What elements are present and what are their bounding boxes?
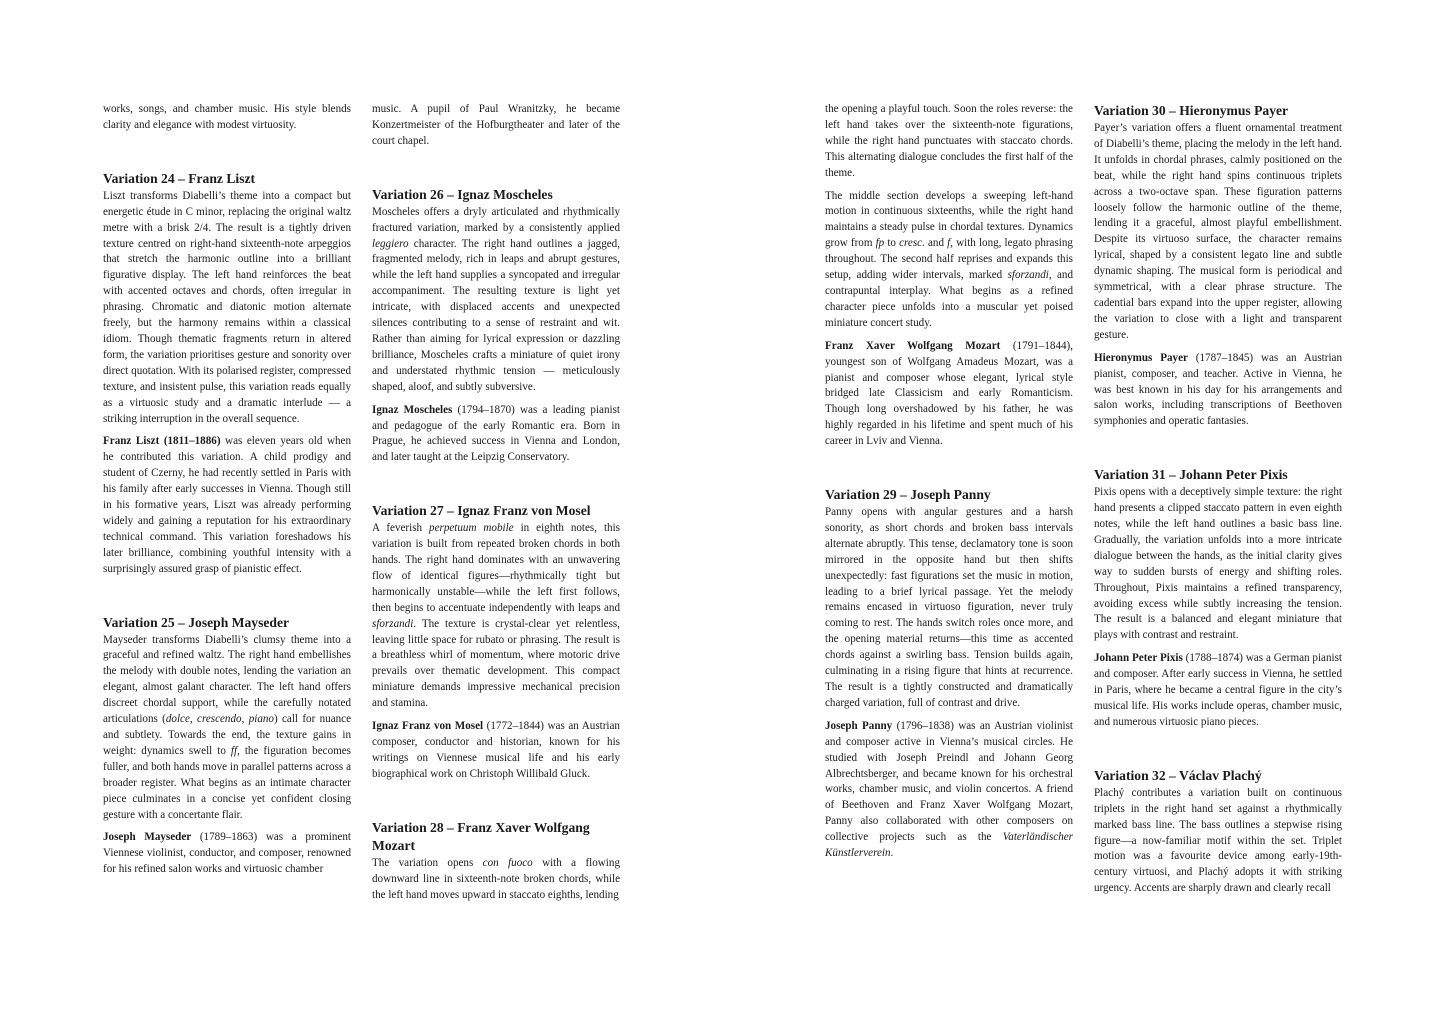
text-column-3 xyxy=(825,102,1073,869)
composer-name: Johann Peter Pixis xyxy=(1094,652,1183,665)
composer-name: Ignaz Moscheles xyxy=(372,403,453,416)
italic-term: Vaterländischer Künstlerverein xyxy=(825,831,1073,860)
variation-28-middle-section xyxy=(825,189,1073,332)
biography-text: (1787–1845) was an Austrian pianist, composer, and teacher. Active in Vienna, he was best known in his day for his arrangements and salon works, including transcriptions of Beethoven symphonies and operatic fantasies. xyxy=(1094,351,1342,428)
biography-text: (1794–1870) was a leading pianist and pedagogue of the early Romantic era. Born in Prague, he achieved success in Vienna and London, and later taught at the Leipzig Conservatory. xyxy=(372,403,620,464)
text-run: Mayseder transforms Diabelli’s clumsy theme into a graceful and refined waltz. The right hand embellishes the melody with double notes, lending the variation an elegant, almost galant character. The left hand offers discreet chordal support, while the carefully notated articulations ( xyxy=(103,633,351,726)
variation-30-section xyxy=(1094,102,1342,430)
variation-26-heading: Variation 26 – Ignaz Moscheles xyxy=(372,186,553,202)
text-run: ) call for nuance and subtlety. Towards the end, the texture gains in weight: dynamics swell to xyxy=(103,713,352,757)
variation-24-heading: Variation 24 – Franz Liszt xyxy=(103,170,256,186)
biography-text: (1788–1874) was a German pianist and composer. After early success in Vienna, he settled in Paris, where he became a central figure in the city’s musical life. His works include operas, chamber music, and numerous virtuosic piano pieces. xyxy=(1094,652,1343,728)
variation-29-heading: Variation 29 – Joseph Panny xyxy=(825,487,991,503)
continued-paragraph: music. A pupil of Paul Wranitzky, he became Konzertmeister of the Hofburgtheater and later of the court chapel. xyxy=(372,103,620,147)
italic-term: dolce xyxy=(165,713,190,726)
composer-name: Joseph Mayseder xyxy=(103,831,192,844)
italic-term: crescendo xyxy=(197,713,242,726)
variation-31-biography xyxy=(1094,651,1342,731)
variation-27-section xyxy=(372,502,620,783)
text-run: , and contrapuntal interplay. What begins as a refined character piece unfolds into a muscular yet poised miniature concert study. xyxy=(825,269,1073,329)
variation-32-heading: Variation 32 – Václav Plachý xyxy=(1094,767,1262,783)
text-run: . The texture is crystal-clear yet relentless, leaving little space for rubato or phrasing. The result is a breathless whirl of momentum, where motoric drive prevails over thematic development. This compact miniature demands impressive mechanical precision and stamina. xyxy=(372,617,620,710)
text-column-1 xyxy=(103,102,351,885)
text-run: in eighth notes, this variation is built from repeated broken chords in both hands. The right hand dominates with an unwavering flow of identical figures—rhythmically tight but harmonically unstable—while the left first follows, then begins to accentuate independently with leaps and xyxy=(372,522,620,614)
biography-text: (1796–1838) was an Austrian violinist and composer active in Vienna’s musical circles. He studied with Joseph Preindl and Johann Georg Albrechtsberger, and became known for his orchestral works, chamber music, and violin concertos. A friend of Beethoven and Franz Xaver Wolfgang Mozart, Panny also collaborated with other composers on collective projects such as the xyxy=(825,719,1073,844)
variation-28-biography xyxy=(825,339,1073,450)
italic-term: perpetuum mobile xyxy=(429,522,514,535)
composer-name: Ignaz Franz von Mosel xyxy=(372,720,484,733)
variation-25-description xyxy=(103,633,351,824)
text-run: A feverish xyxy=(372,522,430,535)
text-run: . xyxy=(890,847,894,860)
variation-30-biography xyxy=(1094,351,1342,431)
italic-term: leggiero xyxy=(372,237,409,250)
variation-30-description: Payer’s variation offers a fluent ornamental treatment of Diabelli’s theme, placing the melody in the left hand. It unfolds in chordal phrases, calmly positioned on the beat, while the right hand spins continuous triplets across a two-octave span. These figuration patterns loosely follow the harmonic outline of the theme, lending it a graceful, almost playful embellishment. Despite its virtuoso surface, the character remains lyrical, shaped by a consistent legato line and subtle dynamic shaping. The musical form is periodical and symmetrical, with a clear phrase structure. The cadential bars expand into the upper register, allowing the variation to close with a light and transparent gesture. xyxy=(1094,122,1343,341)
variation-26-section xyxy=(372,186,620,467)
biography-text: (1791–1844), youngest son of Wolfgang Amadeus Mozart, was a pianist and composer whose elegant, lyrical style bridged late Classicism and early Romanticism. Though long overshadowed by his father, he was highly regarded in his lifetime and spent much of his career in Lviv and Vienna. xyxy=(825,339,1074,448)
variation-31-heading: Variation 31 – Johann Peter Pixis xyxy=(1094,467,1288,483)
text-run: , the figuration becomes fuller, and both hands move in parallel patterns across a broader register. What begins as an intimate character piece culminates in a concise yet confident closing gesture with a concertante flair. xyxy=(103,744,351,821)
text-run: The middle section develops a sweeping left-hand motion in continuous sixteenths, while the right hand maintains a steady pulse in chordal textures. Dynamics grow from xyxy=(825,189,1073,250)
variation-25-heading: Variation 25 – Joseph Mayseder xyxy=(103,614,290,630)
text-column-2 xyxy=(372,102,620,910)
variation-27-biography xyxy=(372,719,620,783)
italic-term: sforzandi xyxy=(1007,269,1049,282)
variation-32-section xyxy=(1094,767,1342,897)
variation-31-description: Pixis opens with a deceptively simple texture: the right hand presents a clipped staccato pattern in even eighth notes, while the left hand outlines a basic bass line. Gradually, the variation unfolds into a more intricate dialogue between the hands, as the initial clarity gives way to sudden bursts of energy and shifting roles. Throughout, Pixis maintains a refined transparency, avoiding excess while subtly increasing the tension. The result is a balanced and elegant miniature that plays with contrast and restraint. xyxy=(1094,486,1342,642)
composer-name: Hieronymus Payer xyxy=(1094,351,1188,364)
italic-term: ff xyxy=(230,744,238,757)
continued-paragraph: works, songs, and chamber music. His style blends clarity and elegance with modest virtuosity. xyxy=(103,103,351,131)
variation-24-biography xyxy=(103,434,351,577)
italic-term: fp xyxy=(875,237,885,250)
variation-29-description: Panny opens with angular gestures and a harsh sonority, as short chords and broken bass intervals alternate abruptly. This tense, declamatory tone is soon mirrored in the opposite hand but then shifts unexpectedly: fast figurations set the music in motion, leading to a brief lyrical passage. Yet the melody remains encased in virtuoso figuration, never truly coming to rest. The hands switch roles once more, and the opening material returns—this time as accented chords against a swirling bass. Tension builds again, culminating in a rising figure that hints at recurrence. The result is a tightly constructed and dramatically charged variation, full of contrast and drive. xyxy=(825,506,1073,709)
italic-term: cresc. xyxy=(899,237,925,250)
composer-name: Joseph Panny xyxy=(825,719,893,732)
text-run: , with long, legato phrasing throughout. The second half reprises and expands this setup, adding wider intervals, marked xyxy=(825,237,1073,282)
variation-28-heading: Variation 28 – Franz Xaver Wolfgang Mozart xyxy=(372,819,590,853)
italic-term: con fuoco xyxy=(482,856,533,869)
variation-26-description xyxy=(372,205,620,396)
text-column-4 xyxy=(1094,102,1342,904)
text-run: , xyxy=(189,713,198,726)
variation-28-section xyxy=(372,819,620,904)
variation-24-section xyxy=(103,170,351,578)
continued-paragraph: the opening a playful touch. Soon the roles reverse: the left hand takes over the sixteenth-note figurations, while the right hand punctuates with staccato chords. This alternating dialogue concludes the first half of the theme. xyxy=(825,103,1073,179)
text-run: and xyxy=(924,237,948,250)
variation-31-section xyxy=(1094,466,1342,731)
composer-name: Franz Liszt (1811–1886) xyxy=(103,435,221,448)
italic-term: piano xyxy=(248,713,274,726)
variation-28-description xyxy=(372,856,620,904)
text-run: , xyxy=(241,713,249,726)
variation-32-description: Plachý contributes a variation built on continuous triplets in the right hand set against a rhythmically marked bass line. The bass outlines a stepwise rising figure—a now-familiar motif within the set. Triplet motion was a favourite device among early-19th-century virtuosi, and Plachý adopts it with striking urgency. Accents are sharply drawn and clearly recall xyxy=(1094,786,1342,895)
variation-25-section xyxy=(103,614,351,879)
biography-text: was eleven years old when he contributed this variation. A child prodigy and student of Czerny, he had recently settled in Paris with his family after early successes in Vienna. Though still in his formative years, Liszt was already performing widely and gaining a reputation for his extraordinary technical command. This variation foreshadows his later brilliance, combining youthful intensity with a surprisingly assured grasp of pianistic effect. xyxy=(103,435,351,575)
variation-27-heading: Variation 27 – Ignaz Franz von Mosel xyxy=(372,503,591,519)
composer-name: Franz Xaver Wolfgang Mozart xyxy=(825,339,1001,352)
variation-25-biography xyxy=(103,830,351,878)
biography-text: (1772–1844) was an Austrian composer, conductor and historian, known for his writings on Viennese musical life and his early biographical work on Christoph Willibald Gluck. xyxy=(372,720,620,780)
variation-26-biography xyxy=(372,403,620,467)
variation-27-description xyxy=(372,521,620,712)
variation-29-biography xyxy=(825,719,1073,862)
text-run: with a flowing downward line in sixteenth-note broken chords, while the left hand moves upward in staccato eighths, lending xyxy=(372,856,620,901)
variation-29-section xyxy=(825,486,1073,862)
biography-text: (1789–1863) was a prominent Viennese violinist, conductor, and composer, renowned for his refined salon works and virtuosic chamber xyxy=(103,831,351,876)
variation-24-description: Liszt transforms Diabelli’s theme into a compact but energetic étude in C minor, replacing the original waltz metre with a brisk 2/4. The result is a tightly driven texture centred on right-hand sixteenth-note arpeggios that stretch the harmonic outline into a brilliant figurative display. The left hand reinforces the beat with accented octaves and chords, often irregular in phrasing. Chromatic and diatonic motion alternate freely, but the harmony remains within a classical idiom. Though thematic fragments return in altered form, the variation prioritises gesture and sonority over direct quotation. With its polarised register, compressed texture, and insistent pulse, this variation reads equally as a virtuosic study and a dramatic interlude — a striking interruption in the overall sequence. xyxy=(103,189,351,425)
italic-term: f xyxy=(947,237,951,250)
italic-term: sforzandi xyxy=(372,617,414,630)
text-run: The variation opens xyxy=(372,856,483,869)
text-run: character. The right hand outlines a jagged, fragmented melody, rich in leaps and abrupt gestures, while the left hand supplies a syncopated and irregular accompaniment. The resulting texture is light yet intricate, with displaced accents and unexpected silences contributing to a sense of restraint and wit. Rather than aiming for lyrical expression or dazzling brilliance, Moscheles crafts a miniature of quiet irony and understated rhythmic tension — meticulously shaped, aloof, and subtly subversive. xyxy=(372,237,620,393)
text-run: to xyxy=(884,237,900,250)
variation-30-heading: Variation 30 – Hieronymus Payer xyxy=(1094,103,1289,118)
text-run: Moscheles offers a dryly articulated and rhythmically fractured variation, marked by a consistently applied xyxy=(372,205,620,234)
